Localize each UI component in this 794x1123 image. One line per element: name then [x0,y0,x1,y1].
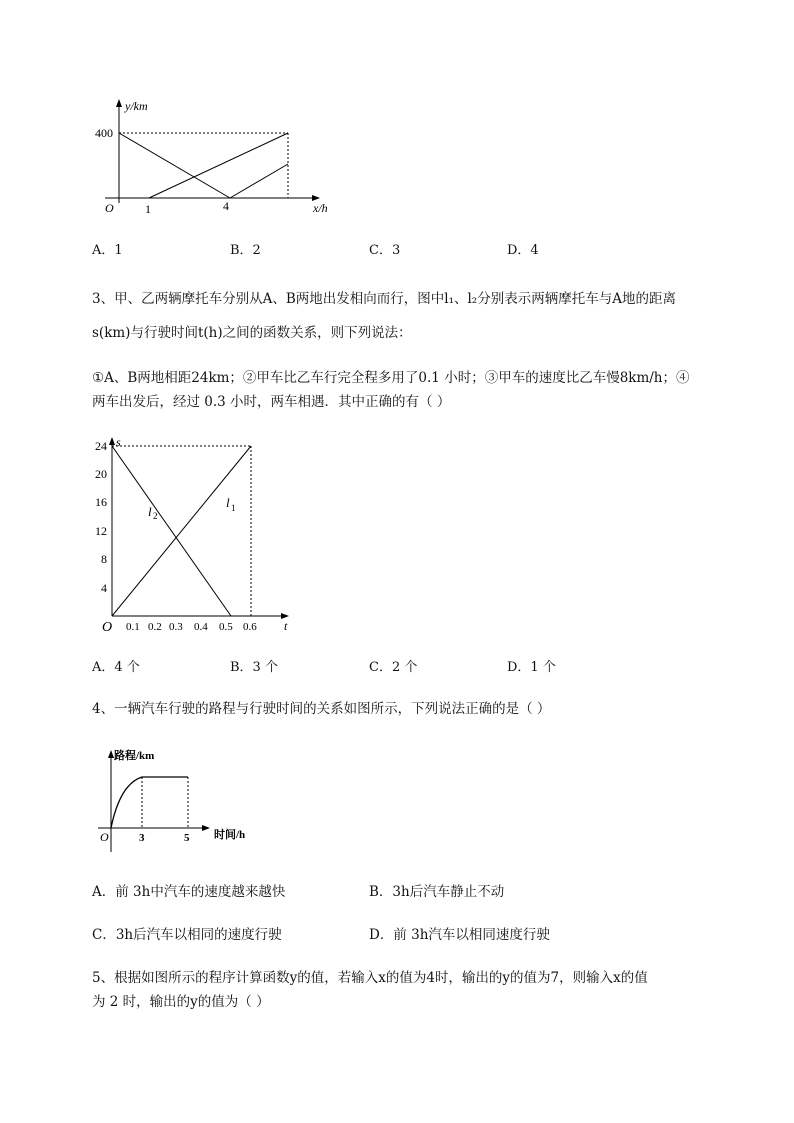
q2-x-label: x/h [313,201,328,215]
q3-option-a[interactable]: A．4 个 [92,660,140,675]
q3-y-tick-12: 12 [95,524,107,538]
q3-y-tick-4: 4 [101,581,107,595]
q2-option-a[interactable]: A．1 [92,243,123,258]
q5-stem-line2: 为 2 时，输出的y的值为（ ） [92,994,270,1010]
q4-x-tick-5: 5 [184,832,190,844]
q3-x-tick-0.1: 0.1 [126,621,140,633]
q2-graph [95,95,345,220]
q4-stem: 4、一辆汽车行驶的路程与行驶时间的关系如图所示，下列说法正确的是（ ） [92,701,551,717]
q3-stem-line2: s(km)与行驶时间t(h)之间的函数关系，则下列说法： [92,325,412,341]
q2-y-tick-400: 400 [95,126,113,140]
q4-option-c[interactable]: C．3h后汽车以相同的速度行驶 [92,927,282,943]
q3-x-tick-0.4: 0.4 [194,621,208,633]
q3-y-arrow [109,437,115,445]
q2-line-ascending [149,133,288,198]
q3-option-b[interactable]: B．3 个 [230,660,278,675]
q2-x-tick-1: 1 [145,202,151,216]
q3-y-tick-20: 20 [95,467,107,481]
q2-y-label: y/km [125,99,148,113]
q3-label-l1-sub: 1 [231,503,236,513]
q2-line-descending [119,133,230,198]
q3-option-c[interactable]: C．2 个 [369,660,418,675]
q5-stem-line1: 5、根据如图所示的程序计算函数y的值，若输入x的值为4时，输出的y的值为7，则输入x的值 [92,970,648,986]
q2-option-d[interactable]: D．4 [507,243,539,258]
q2-option-c[interactable]: C．3 [369,243,401,258]
q2-x-tick-4: 4 [223,199,229,213]
q3-x-tick-0.5: 0.5 [219,621,233,633]
q3-x-label: t [284,619,288,633]
q4-y-label: 路程/km [114,750,155,762]
q3-line-l1 [112,446,251,616]
q4-x-arrow [202,825,210,831]
q4-option-a[interactable]: A．前 3h中汽车的速度越来越快 [92,884,286,900]
q3-y-tick-24: 24 [95,439,107,453]
q3-option-d[interactable]: D．1 个 [507,660,556,675]
q4-x-tick-3: 3 [139,832,145,844]
q4-option-b[interactable]: B．3h后汽车静止不动 [369,884,505,900]
q3-y-tick-16: 16 [95,495,107,509]
q3-y-label: s [116,435,121,449]
q2-option-b[interactable]: B．2 [230,243,261,258]
q3-y-tick-8: 8 [101,552,107,566]
q2-y-arrow [116,99,122,107]
q2-line-return [230,164,288,198]
q3-label-l1: l [226,495,230,510]
q3-label-l2: l [148,504,152,519]
q3-label-l2-sub: 2 [153,511,158,521]
q2-origin: O [105,201,114,215]
q4-x-label: 时间/h [214,829,246,841]
q3-graph [92,432,307,637]
q4-origin: O [100,830,109,844]
q3-line-l2 [112,446,231,616]
q3-x-tick-0.3: 0.3 [169,621,183,633]
q4-graph [92,742,267,857]
q3-x-tick-0.6: 0.6 [243,621,257,633]
q3-stem-line1: 3、甲、乙两辆摩托车分别从A、B两地出发相向而行，图中l₁、l₂分别表示两辆摩托车与A地的距离 [92,291,676,307]
q3-statements-line2: 两车出发后，经过 0.3 小时，两车相遇．其中正确的有（ ） [92,394,451,410]
q3-origin: O [102,620,113,635]
q3-x-tick-0.2: 0.2 [148,621,162,633]
q4-option-d[interactable]: D．前 3h汽车以相同速度行驶 [369,927,550,943]
q3-statements-line1: ①A、B两地相距24km；②甲车比乙车行完全程多用了0.1 小时；③甲车的速度比乙车慢8km/h；④ [92,370,690,386]
q4-curve [111,777,188,828]
